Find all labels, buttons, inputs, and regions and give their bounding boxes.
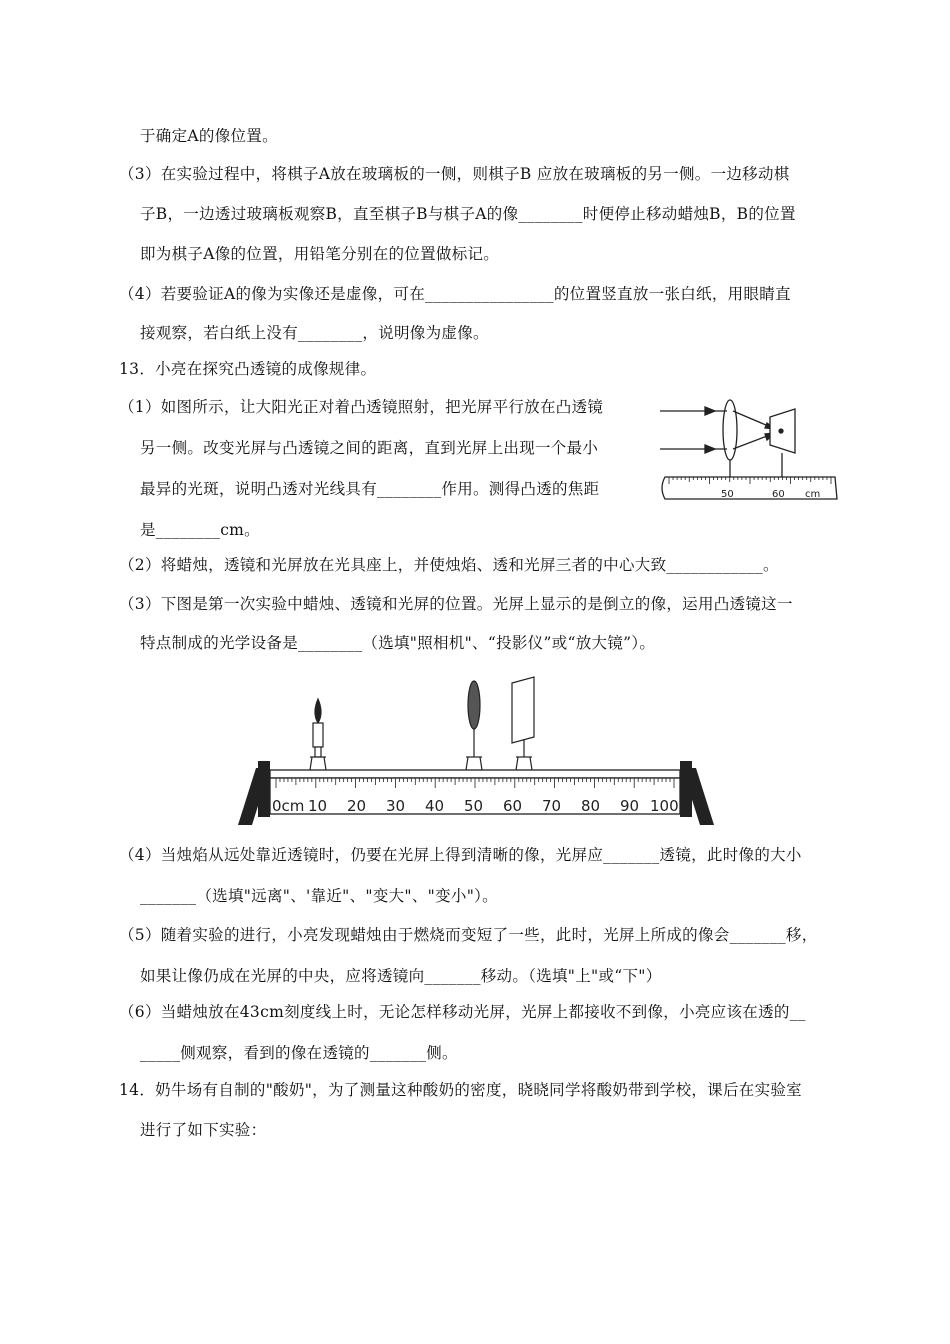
text-line: 子B，一边透过玻璃板观察B，直至棋子B与棋子A的像________时便停止移动蜡烛B，B的位置 [140, 205, 796, 223]
text-line: （6）当蜡烛放在43cm刻度线上时，无论怎样移动光屏，光屏上都接收不到像，小亮应该在透的__ [119, 1003, 806, 1021]
ruler-unit-label: cm [805, 489, 821, 500]
text-line: （3）下图是第一次实验中蜡烛、透镜和光屏的位置。光屏上显示的是倒立的像，运用凸透镜这一 [119, 595, 793, 613]
bench-label: 80 [581, 797, 601, 815]
question-14-title: 14．奶牛场有自制的"酸奶"，为了测量这种酸奶的密度，晓晓同学将酸奶带到学校，课后在实验室 [119, 1081, 802, 1099]
bench-label: 0cm [272, 797, 305, 815]
text-line: 进行了如下实验： [140, 1121, 267, 1139]
text-line: （2）将蜡烛，透镜和光屏放在光具座上，并使烛焰、透和光屏三者的中心大致____________。 [119, 556, 779, 574]
bench-label: 20 [347, 797, 367, 815]
text-line: 如果让像仍成在光屏的中央，应将透镜向_______移动。（选填"上"或“下"） [140, 967, 662, 985]
candle [310, 699, 326, 770]
text-line: _____侧观察，看到的像在透镜的_______侧。 [140, 1044, 458, 1062]
ruler-label: 60 [772, 489, 785, 500]
focal-length-figure [655, 395, 840, 510]
text-line: 是________cm。 [140, 521, 260, 539]
text-line: 于确定A的像位置。 [140, 127, 278, 145]
text-line: （1）如图所示，让大阳光正对着凸透镜照射，把光屏平行放在凸透镜 [119, 398, 604, 416]
text-line: 接观察，若白纸上没有________，说明像为虚像。 [140, 324, 489, 342]
text-line: （5）随着实验的进行，小亮发现蜡烛由于燃烧而变短了一些，此时，光屏上所成的像会_______移， [119, 926, 818, 944]
text-line: 即为棋子A像的位置，用铅笔分别在的位置做标记。 [140, 245, 500, 263]
bench-label: 90 [620, 797, 640, 815]
question-13-title: 13．小亮在探究凸透镜的成像规律。 [119, 360, 377, 378]
text-line: （4）当烛焰从远处靠近透镜时，仍要在光屏上得到清晰的像，光屏应_______透镜，此时像的大小 [119, 846, 802, 864]
bench-label: 30 [386, 797, 406, 815]
text-line: 另一侧。改变光屏与凸透镜之间的距离，直到光屏上出现一个最小 [140, 439, 599, 457]
bench-label: 60 [503, 797, 523, 815]
lens [466, 681, 482, 770]
text-line: 特点制成的光学设备是________（选填"照相机"、“投影仪”或“放大镜”）。 [140, 634, 656, 652]
text-line: （4）若要验证A的像为实像还是虚像，可在________________的位置竖直放一张白纸，用眼睛直 [119, 285, 791, 303]
bench-label: 40 [425, 797, 445, 815]
text-line: _______（选填"远离"、'靠近"、"变大"、"变小"）。 [140, 887, 498, 905]
text-line: （3）在实验过程中，将棋子A放在玻璃板的一侧，则棋子B 应放在玻璃板的另一侧。一边移动棋 [119, 165, 790, 183]
bench-label: 100 [650, 797, 679, 815]
optical-bench-figure [234, 673, 716, 831]
bench-label: 10 [308, 797, 328, 815]
text-line: 最异的光斑，说明凸透对光线具有________作用。测得凸透的焦距 [140, 480, 600, 498]
bench-label: 70 [542, 797, 562, 815]
ruler-label: 50 [721, 489, 734, 500]
bench-label: 50 [464, 797, 484, 815]
light-screen [512, 677, 534, 770]
